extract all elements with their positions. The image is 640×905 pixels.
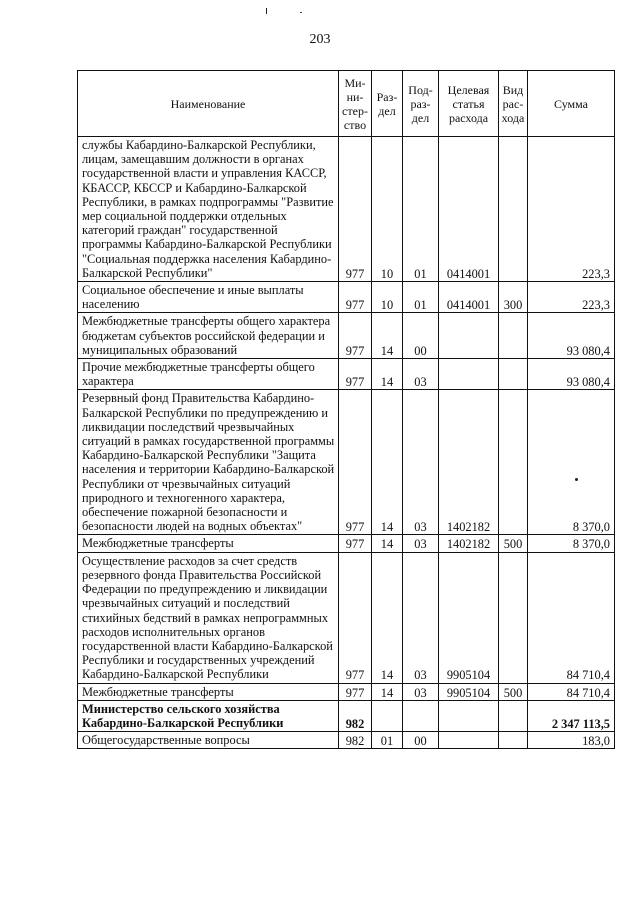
row-type: 500	[499, 535, 528, 552]
row-type: 300	[499, 282, 528, 313]
row-subsection: 00	[403, 732, 439, 749]
row-type	[499, 390, 528, 535]
row-name: Межбюджетные трансферты	[78, 535, 339, 552]
row-sum: 183,0	[528, 732, 615, 749]
row-section: 01	[372, 732, 403, 749]
row-sum: 93 080,4	[528, 313, 615, 359]
row-name: Осуществление расходов за счет средств резервного фонда Правительства Российской Федерации по предупреждению и ликвидации чрезвычайных ситуаций и последствий стихийных бедствий в рамках непрограммных расходов исполнительных органов государственной власти Кабардино-Балкарской Республики и государственных учреждений Кабардино-Балкарской Республики	[78, 552, 339, 683]
row-target: 1402182	[439, 390, 499, 535]
row-type	[499, 552, 528, 683]
row-subsection: 03	[403, 552, 439, 683]
row-name: Прочие межбюджетные трансферты общего характера	[78, 359, 339, 390]
table-row	[78, 700, 615, 731]
row-ministry: 982	[339, 732, 372, 749]
table-row	[78, 535, 615, 552]
row-ministry: 977	[339, 552, 372, 683]
header-sum: Сумма	[528, 71, 615, 137]
row-name: Резервный фонд Правительства Кабардино-Балкарской Республики по предупреждению и ликвидации последствий чрезвычайных ситуаций в рамках государственной программы Кабардино-Балкарской Республики "Защита населения и территории Кабардино-Балкарской Республики от чрезвычайных ситуаций природного и техногенного характера, обеспечение пожарной безопасности и безопасности людей на водных объектах"	[78, 390, 339, 535]
table-row	[78, 732, 615, 749]
row-sum: 93 080,4	[528, 359, 615, 390]
row-target: 0414001	[439, 282, 499, 313]
row-ministry: 977	[339, 535, 372, 552]
row-target	[439, 732, 499, 749]
row-type	[499, 137, 528, 282]
row-section: 10	[372, 282, 403, 313]
row-type	[499, 359, 528, 390]
row-target	[439, 359, 499, 390]
row-ministry: 977	[339, 313, 372, 359]
table-row	[78, 282, 615, 313]
row-section: 14	[372, 683, 403, 700]
row-ministry: 977	[339, 282, 372, 313]
row-target: 9905104	[439, 683, 499, 700]
row-section	[372, 700, 403, 731]
row-sum: 223,3	[528, 282, 615, 313]
table-row	[78, 683, 615, 700]
row-section: 10	[372, 137, 403, 282]
row-ministry: 977	[339, 137, 372, 282]
row-ministry: 977	[339, 359, 372, 390]
header-section: Раз- дел	[372, 71, 403, 137]
row-section: 14	[372, 552, 403, 683]
row-subsection: 01	[403, 137, 439, 282]
row-sum: 84 710,4	[528, 552, 615, 683]
table-row	[78, 552, 615, 683]
row-subsection: 01	[403, 282, 439, 313]
row-section: 14	[372, 359, 403, 390]
table-row	[78, 137, 615, 282]
row-ministry: 982	[339, 700, 372, 731]
row-section: 14	[372, 535, 403, 552]
row-target: 0414001	[439, 137, 499, 282]
row-subsection	[403, 700, 439, 731]
row-section: 14	[372, 390, 403, 535]
row-type	[499, 700, 528, 731]
budget-table	[77, 70, 615, 749]
header-type: Вид рас- хода	[499, 71, 528, 137]
header-target: Целевая статья расхода	[439, 71, 499, 137]
row-subsection: 03	[403, 535, 439, 552]
table-header-row	[78, 71, 615, 137]
row-type: 500	[499, 683, 528, 700]
scan-mark	[300, 12, 302, 13]
table-row	[78, 390, 615, 535]
row-name: Министерство сельского хозяйства Кабардино-Балкарской Республики	[78, 700, 339, 731]
page-number: 203	[309, 32, 331, 47]
row-type	[499, 732, 528, 749]
row-name: Общегосударственные вопросы	[78, 732, 339, 749]
row-name: Межбюджетные трансферты	[78, 683, 339, 700]
row-subsection: 03	[403, 683, 439, 700]
row-target: 9905104	[439, 552, 499, 683]
row-sum: 223,3	[528, 137, 615, 282]
scan-mark	[266, 8, 267, 14]
row-sum: 8 370,0	[528, 535, 615, 552]
row-target: 1402182	[439, 535, 499, 552]
row-subsection: 00	[403, 313, 439, 359]
row-target	[439, 700, 499, 731]
row-section: 14	[372, 313, 403, 359]
row-name: Социальное обеспечение и иные выплаты населению	[78, 282, 339, 313]
row-ministry: 977	[339, 683, 372, 700]
row-subsection: 03	[403, 359, 439, 390]
row-name: Межбюджетные трансферты общего характера бюджетам субъектов российской федерации и муниципальных образований	[78, 313, 339, 359]
row-sum: 8 370,0	[528, 390, 615, 535]
header-ministry: Ми- ни- стер- ство	[339, 71, 372, 137]
row-sum: 2 347 113,5	[528, 700, 615, 731]
row-name: службы Кабардино-Балкарской Республики, лицам, замещавшим должности в органах государственной власти и управления КАССР, КБАССР, КБССР и Кабардино-Балкарской Республики, в рамках подпрограммы "Развитие мер социальной поддержки отдельных категорий граждан" государственной программы Кабардино-Балкарской Республики "Социальная поддержка населения Кабардино-Балкарской Республики"	[78, 137, 339, 282]
row-target	[439, 313, 499, 359]
table-row	[78, 359, 615, 390]
table-row	[78, 313, 615, 359]
row-subsection: 03	[403, 390, 439, 535]
row-ministry: 977	[339, 390, 372, 535]
row-type	[499, 313, 528, 359]
header-name: Наименование	[78, 71, 339, 137]
row-sum: 84 710,4	[528, 683, 615, 700]
header-subsection: Под- раз- дел	[403, 71, 439, 137]
